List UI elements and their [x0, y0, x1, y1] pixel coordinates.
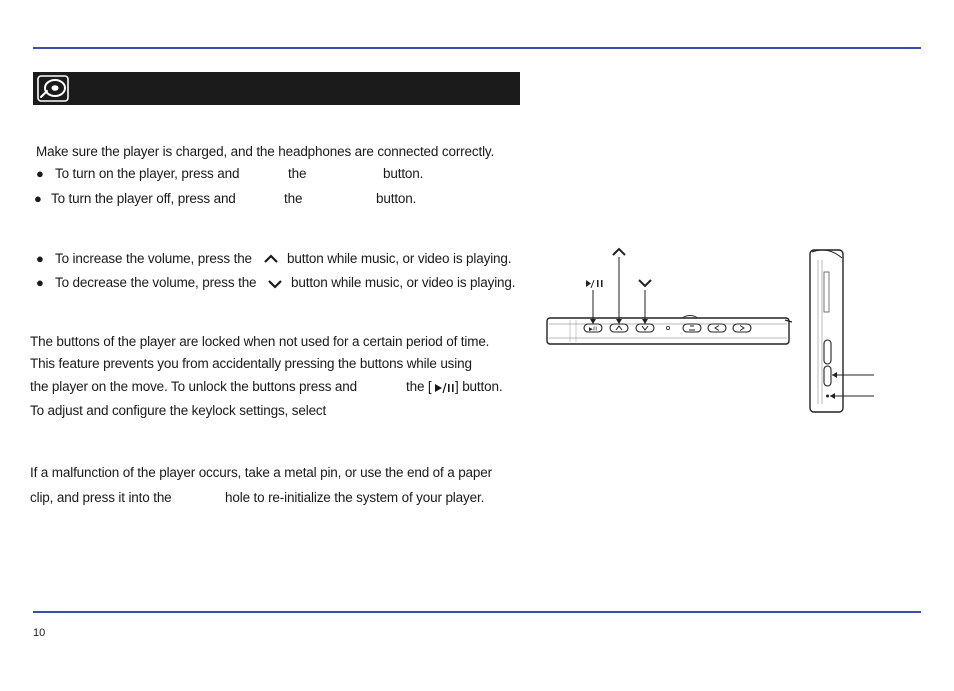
power-off-text-1: To turn the player off, press and [51, 191, 236, 206]
bullet: ● [34, 191, 42, 206]
keylock-line-3c: ] button. [455, 379, 503, 394]
bottom-rule [33, 611, 921, 613]
player-side-view-diagram [800, 240, 880, 420]
keylock-line-4: To adjust and configure the keylock settings, select [30, 403, 327, 418]
volume-up-text-1: To increase the volume, press the [55, 251, 252, 266]
player-top-view-diagram [540, 240, 800, 350]
power-off-text-2: the [284, 191, 303, 206]
section-header-bar [33, 72, 520, 105]
reset-line-1: If a malfunction of the player occurs, take a metal pin, or use the end of a paper [30, 465, 492, 480]
power-on-text-1: To turn on the player, press and [55, 166, 240, 181]
power-on-text-2: the [288, 166, 307, 181]
power-on-text-3: button. [383, 166, 424, 181]
power-off-text-3: button. [376, 191, 417, 206]
button-label: ▶/II [588, 326, 598, 333]
intro-text: Make sure the player is charged, and the headphones are connected correctly. [36, 144, 495, 159]
disc-icon [37, 75, 69, 102]
chevron-up-icon [263, 253, 279, 264]
keylock-line-3a: the player on the move. To unlock the buttons press and [30, 379, 357, 394]
keylock-line-1: The buttons of the player are locked when not used for a certain period of time. [30, 334, 490, 349]
volume-down-text-1: To decrease the volume, press the [55, 275, 257, 290]
page-number: 10 [33, 627, 46, 639]
keylock-line-3b: the [ [406, 379, 432, 394]
play-pause-icon [433, 382, 455, 394]
bullet: ● [36, 166, 44, 181]
keylock-line-2: This feature prevents you from accidentally pressing the buttons while using [30, 356, 472, 371]
volume-up-text-2: button while music, or video is playing. [287, 251, 512, 266]
top-rule [33, 47, 921, 49]
bullet: ● [36, 251, 44, 266]
reset-line-2b: hole to re-initialize the system of your player. [225, 490, 485, 505]
chevron-down-icon [267, 279, 283, 290]
bullet: ● [36, 275, 44, 290]
reset-line-2a: clip, and press it into the [30, 490, 172, 505]
volume-down-text-2: button while music, or video is playing. [291, 275, 516, 290]
